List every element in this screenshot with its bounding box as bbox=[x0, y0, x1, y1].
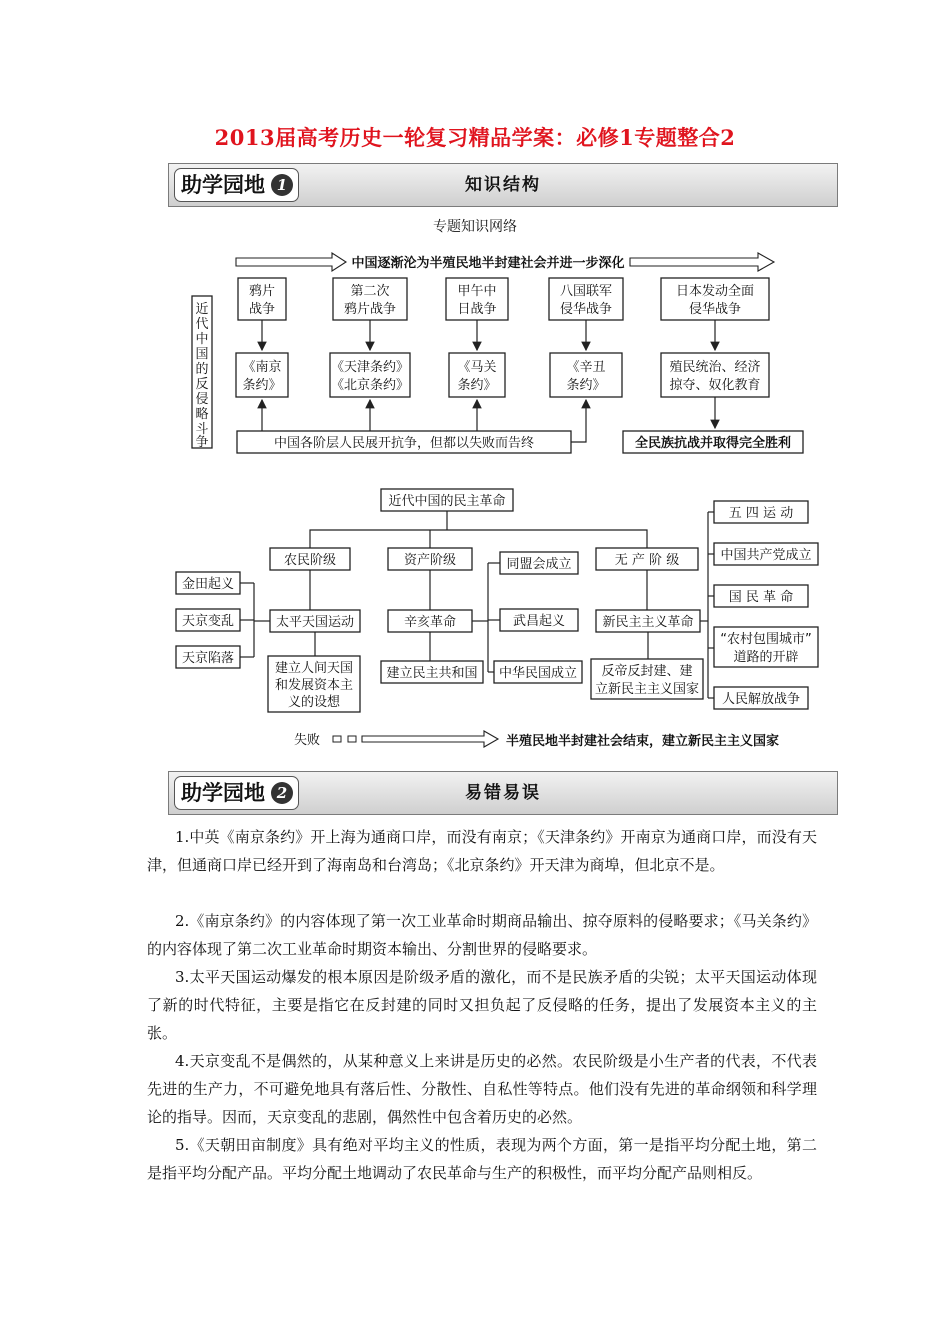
svg-text:侵华战争: 侵华战争 bbox=[559, 302, 613, 317]
svg-text:甲午中: 甲午中 bbox=[457, 284, 497, 299]
republic-box bbox=[381, 661, 483, 683]
svg-text:天京陷落: 天京陷落 bbox=[181, 651, 235, 666]
banner-tag-label: 助学园地 bbox=[181, 172, 265, 197]
war-box-opium bbox=[238, 278, 286, 320]
svg-text:《马关: 《马关 bbox=[457, 360, 497, 375]
treaty-box-maguan bbox=[449, 353, 505, 397]
svg-text:辛亥革命: 辛亥革命 bbox=[403, 615, 457, 630]
paragraph-3: 3.太平天国运动爆发的根本原因是阶级矛盾的激化，而不是民族矛盾的尖锐；太平天国运动体现了新的时代特征，主要是指它在反封建的同时又担负起了反侵略的任务，提出了发展资本主义的主张。 bbox=[147, 968, 817, 1042]
svg-text:战争: 战争 bbox=[248, 302, 276, 317]
svg-text:侵华战争: 侵华战争 bbox=[688, 302, 742, 317]
side-vertical-label bbox=[192, 296, 212, 450]
svg-text:条约》: 条约》 bbox=[457, 378, 497, 393]
svg-text:农民阶级: 农民阶级 bbox=[283, 553, 337, 568]
side-char: 国 bbox=[195, 347, 209, 362]
page-title: 2013届高考历史一轮复习精品学案：必修1专题整合2 bbox=[214, 125, 736, 150]
taiping-idea-box bbox=[268, 656, 360, 712]
side-char: 侵 bbox=[195, 392, 209, 407]
wuchang-box bbox=[500, 609, 578, 631]
svg-text:太平天国运动: 太平天国运动 bbox=[275, 615, 355, 630]
svg-text:和发展资本主: 和发展资本主 bbox=[274, 678, 354, 693]
resistance-box bbox=[237, 431, 571, 453]
side-char: 争 bbox=[195, 435, 209, 450]
small-square-icon bbox=[333, 736, 356, 742]
bottom-hollow-arrow bbox=[362, 731, 498, 747]
svg-text:金田起义: 金田起义 bbox=[181, 577, 235, 592]
svg-text:《南京: 《南京 bbox=[242, 360, 282, 375]
svg-text:五 四 运 动: 五 四 运 动 bbox=[728, 506, 794, 521]
svg-text:《辛丑: 《辛丑 bbox=[566, 360, 606, 375]
svg-text:《北京条约》: 《北京条约》 bbox=[330, 378, 410, 393]
svg-text:道路的开辟: 道路的开辟 bbox=[733, 650, 799, 665]
svg-text:建立民主共和国: 建立民主共和国 bbox=[386, 666, 478, 681]
side-char: 近 bbox=[195, 302, 209, 317]
svg-text:日战争: 日战争 bbox=[457, 302, 497, 317]
top-arrow-label: 中国逐渐沦为半殖民地半封建社会并进一步深化 bbox=[351, 256, 625, 271]
paragraph-1: 1.中英《南京条约》开上海为通商口岸，而没有南京；《天津条约》开南京为通商口岸，而没有天津，但通商口岸已经开到了海南岛和台湾岛；《北京条约》开天津为商埠，但北京不是。 bbox=[147, 828, 817, 874]
left-item-jintian bbox=[176, 572, 240, 594]
svg-text:义的设想: 义的设想 bbox=[287, 695, 341, 710]
circled-number-icon: 2 bbox=[271, 782, 293, 804]
box-colonial-rule bbox=[661, 353, 769, 397]
svg-text:立新民主主义国家: 立新民主主义国家 bbox=[594, 682, 700, 697]
tongmenghui-box bbox=[500, 552, 578, 574]
banner-label: 易错易误 bbox=[465, 783, 541, 803]
side-char: 代 bbox=[195, 317, 209, 332]
svg-text:掠夺、奴化教育: 掠夺、奴化教育 bbox=[669, 378, 761, 393]
xinhai-box bbox=[388, 610, 472, 632]
fail-label: 失败 bbox=[294, 733, 321, 748]
side-char: 斗 bbox=[195, 422, 209, 437]
paragraph-2: 2.《南京条约》的内容体现了第一次工业革命时期商品输出、掠夺原料的侵略要求；《马关条约》的内容体现了第二次工业革命时期资本输出、分割世界的侵略要求。 bbox=[147, 912, 817, 958]
svg-text:武昌起义: 武昌起义 bbox=[512, 614, 566, 629]
paragraph-4: 4.天京变乱不是偶然的，从某种意义上来讲是历史的必然。农民阶级是小生产者的代表，不代表先进的生产力，不可避免地具有落后性、分散性、自私性等特点。他们没有先进的革命纲领和科学理论的指导。因而，天京变乱的悲剧，偶然性中包含着历史的必然。 bbox=[147, 1052, 817, 1126]
svg-text:“农村包围城市”: “农村包围城市” bbox=[720, 632, 812, 647]
treaty-box-xinchou bbox=[550, 353, 622, 397]
svg-text:人民解放战争: 人民解放战争 bbox=[721, 692, 801, 707]
war-box-japan-invasion bbox=[661, 278, 769, 320]
top-hollow-arrow-right bbox=[630, 253, 774, 271]
svg-text:鸦片: 鸦片 bbox=[248, 284, 276, 299]
side-char: 中 bbox=[195, 332, 209, 347]
svg-text:八国联军: 八国联军 bbox=[559, 284, 613, 299]
class-box-proletariat bbox=[596, 548, 698, 570]
right-item-national-revolution bbox=[714, 585, 808, 607]
taiping-box bbox=[270, 610, 360, 632]
svg-text:中国各阶层人民展开抗争，但都以失败而告终: 中国各阶层人民展开抗争，但都以失败而告终 bbox=[273, 436, 535, 451]
right-item-may-fourth bbox=[714, 501, 808, 523]
svg-text:资产阶级: 资产阶级 bbox=[403, 553, 457, 568]
new-democratic-box bbox=[596, 610, 700, 632]
war-box-second-opium bbox=[333, 278, 407, 320]
end-label: 半殖民地半封建社会结束，建立新民主主义国家 bbox=[506, 734, 780, 749]
left-item-tianjing-fall bbox=[176, 646, 240, 668]
svg-text:新民主主义革命: 新民主主义革命 bbox=[602, 615, 694, 630]
svg-text:天京变乱: 天京变乱 bbox=[181, 614, 235, 629]
victory-box bbox=[623, 431, 803, 453]
svg-text:第二次: 第二次 bbox=[350, 284, 390, 299]
side-char: 的 bbox=[195, 362, 209, 377]
treaty-box-nanjing bbox=[236, 353, 288, 397]
class-box-peasant bbox=[270, 548, 350, 570]
anti-imperialism-box bbox=[591, 659, 703, 699]
svg-text:中华民国成立: 中华民国成立 bbox=[498, 666, 578, 681]
right-item-ccp-founded bbox=[714, 543, 818, 565]
top-hollow-arrow-left bbox=[236, 253, 346, 271]
war-box-sino-japanese bbox=[446, 278, 508, 320]
svg-text:反帝反封建、建: 反帝反封建、建 bbox=[601, 664, 693, 679]
side-char: 略 bbox=[195, 407, 209, 422]
svg-text:同盟会成立: 同盟会成立 bbox=[506, 557, 572, 572]
roc-box bbox=[494, 661, 582, 683]
class-box-bourgeois bbox=[388, 548, 472, 570]
war-box-eight-nation bbox=[549, 278, 623, 320]
svg-text:近代中国的民主革命: 近代中国的民主革命 bbox=[388, 494, 506, 509]
svg-text:全民族抗战并取得完全胜利: 全民族抗战并取得完全胜利 bbox=[634, 436, 792, 451]
svg-text:日本发动全面: 日本发动全面 bbox=[675, 284, 755, 299]
treaty-box-tianjin-beijing bbox=[330, 353, 410, 397]
svg-text:国 民 革 命: 国 民 革 命 bbox=[728, 590, 794, 605]
svg-text:《天津条约》: 《天津条约》 bbox=[330, 360, 410, 375]
svg-text:建立人间天国: 建立人间天国 bbox=[274, 661, 354, 676]
svg-text:条约》: 条约》 bbox=[242, 378, 282, 393]
root-box bbox=[381, 489, 513, 511]
left-item-tianjing-incident bbox=[176, 609, 240, 631]
banner-tag-label: 助学园地 bbox=[181, 780, 265, 805]
diagram-caption: 专题知识网络 bbox=[433, 219, 517, 235]
paragraph-5: 5.《天朝田亩制度》具有绝对平均主义的性质，表现为两个方面，第一是指平均分配土地，第二是指平均分配产品。平均分配土地调动了农民革命与生产的积极性，而平均分配产品则相反。 bbox=[147, 1136, 817, 1182]
right-item-rural-encirclement bbox=[714, 627, 818, 667]
svg-text:无 产 阶 级: 无 产 阶 级 bbox=[614, 553, 680, 568]
right-item-liberation-war bbox=[714, 687, 808, 709]
svg-text:殖民统治、经济: 殖民统治、经济 bbox=[669, 360, 761, 375]
svg-text:鸦片战争: 鸦片战争 bbox=[343, 302, 397, 317]
circled-number-icon: 1 bbox=[271, 174, 293, 196]
side-char: 反 bbox=[195, 377, 209, 392]
section-banner-mistakes bbox=[168, 771, 838, 815]
banner-label: 知识结构 bbox=[465, 175, 541, 195]
svg-text:条约》: 条约》 bbox=[566, 378, 606, 393]
svg-text:中国共产党成立: 中国共产党成立 bbox=[720, 548, 812, 563]
